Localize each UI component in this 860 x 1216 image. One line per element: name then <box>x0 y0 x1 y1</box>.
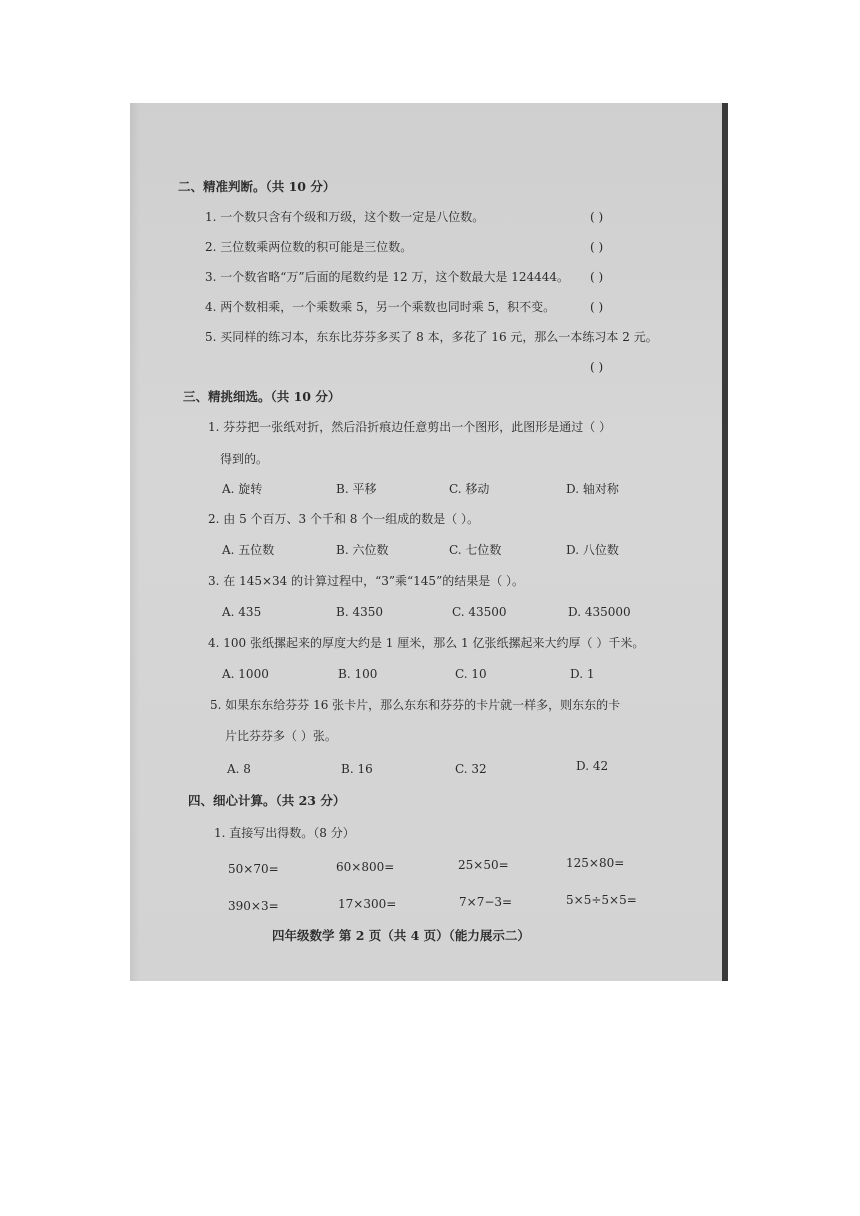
choice-q4-option-b: B. 100 <box>338 667 378 681</box>
choice-q5-line2: 片比芬芬多（ ）张。 <box>225 729 337 743</box>
choice-q5-option-c: C. 32 <box>455 762 487 776</box>
calc-r1-c1: 50×70= <box>228 862 279 876</box>
page-footer: 四年级数学 第 2 页（共 4 页）（能力展示二） <box>272 928 530 943</box>
judge-q2-blank: ( ) <box>590 240 604 254</box>
choice-q3-option-b: B. 4350 <box>336 605 383 619</box>
choice-q3-option-a: A. 435 <box>222 605 262 619</box>
judge-q1-text: 1. 一个数只含有个级和万级，这个数一定是八位数。 <box>205 210 485 224</box>
choice-q5-option-a: A. 8 <box>227 762 251 776</box>
choice-q1-option-d: D. 轴对称 <box>566 482 619 496</box>
calc-r1-c4: 125×80= <box>566 856 625 870</box>
page-edge <box>722 103 728 981</box>
calc-sub1-title: 1. 直接写出得数。（8 分） <box>214 826 355 840</box>
judge-q1-blank: ( ) <box>590 210 604 224</box>
choice-q1-option-a: A. 旋转 <box>222 482 263 496</box>
section4-title: 四、细心计算。（共 23 分） <box>188 793 346 808</box>
choice-q5-line1: 5. 如果东东给芬芬 16 张卡片，那么东东和芬芬的卡片就一样多，则东东的卡 <box>210 698 621 712</box>
judge-q3-blank: ( ) <box>590 270 604 284</box>
choice-q4-option-a: A. 1000 <box>222 667 269 681</box>
judge-q5-blank: ( ) <box>590 360 604 374</box>
choice-q2-option-c: C. 七位数 <box>449 543 502 557</box>
choice-q5-option-d: D. 42 <box>576 759 609 773</box>
judge-q2-text: 2. 三位数乘两位数的积可能是三位数。 <box>205 240 413 254</box>
choice-q1-option-c: C. 移动 <box>449 482 490 496</box>
choice-q4-option-d: D. 1 <box>570 667 595 681</box>
section2-title: 二、精准判断。（共 10 分） <box>178 179 336 194</box>
calc-r2-c2: 17×300= <box>338 897 397 911</box>
choice-q1-option-b: B. 平移 <box>336 482 377 496</box>
calc-r2-c3: 7×7−3= <box>459 895 513 909</box>
choice-q3-option-d: D. 435000 <box>568 605 631 619</box>
scanned-page <box>130 103 726 981</box>
paper-shadow <box>130 103 140 981</box>
judge-q3-text: 3. 一个数省略“万”后面的尾数约是 12 万，这个数最大是 124444。 <box>205 270 570 284</box>
choice-q3-option-c: C. 43500 <box>452 605 507 619</box>
choice-q1-line1: 1. 芬芬把一张纸对折，然后沿折痕边任意剪出一个图形，此图形是通过（ ） <box>208 420 612 434</box>
choice-q2-option-b: B. 六位数 <box>336 543 389 557</box>
choice-q3-line1: 3. 在 145×34 的计算过程中，“3”乘“145”的结果是（ ）。 <box>208 574 525 588</box>
choice-q2-line1: 2. 由 5 个百万、3 个千和 8 个一组成的数是（ ）。 <box>208 512 480 526</box>
choice-q2-option-a: A. 五位数 <box>222 543 275 557</box>
choice-q2-option-d: D. 八位数 <box>566 543 619 557</box>
judge-q5-text: 5. 买同样的练习本，东东比芬芬多买了 8 本，多花了 16 元，那么一本练习本 2 元。 <box>205 330 658 344</box>
choice-q4-option-c: C. 10 <box>455 667 487 681</box>
choice-q4-line1: 4. 100 张纸摞起来的厚度大约是 1 厘米，那么 1 亿张纸摞起来大约厚（ ）千米。 <box>208 636 645 650</box>
calc-r2-c1: 390×3= <box>228 899 279 913</box>
choice-q5-option-b: B. 16 <box>341 762 373 776</box>
judge-q4-text: 4. 两个数相乘，一个乘数乘 5，另一个乘数也同时乘 5，积不变。 <box>205 300 556 314</box>
judge-q4-blank: ( ) <box>590 300 604 314</box>
calc-r2-c4: 5×5÷5×5= <box>566 893 637 907</box>
calc-r1-c2: 60×800= <box>336 860 395 874</box>
section3-title: 三、精挑细选。（共 10 分） <box>183 389 341 404</box>
choice-q1-line2: 得到的。 <box>220 452 269 466</box>
calc-r1-c3: 25×50= <box>458 858 509 872</box>
